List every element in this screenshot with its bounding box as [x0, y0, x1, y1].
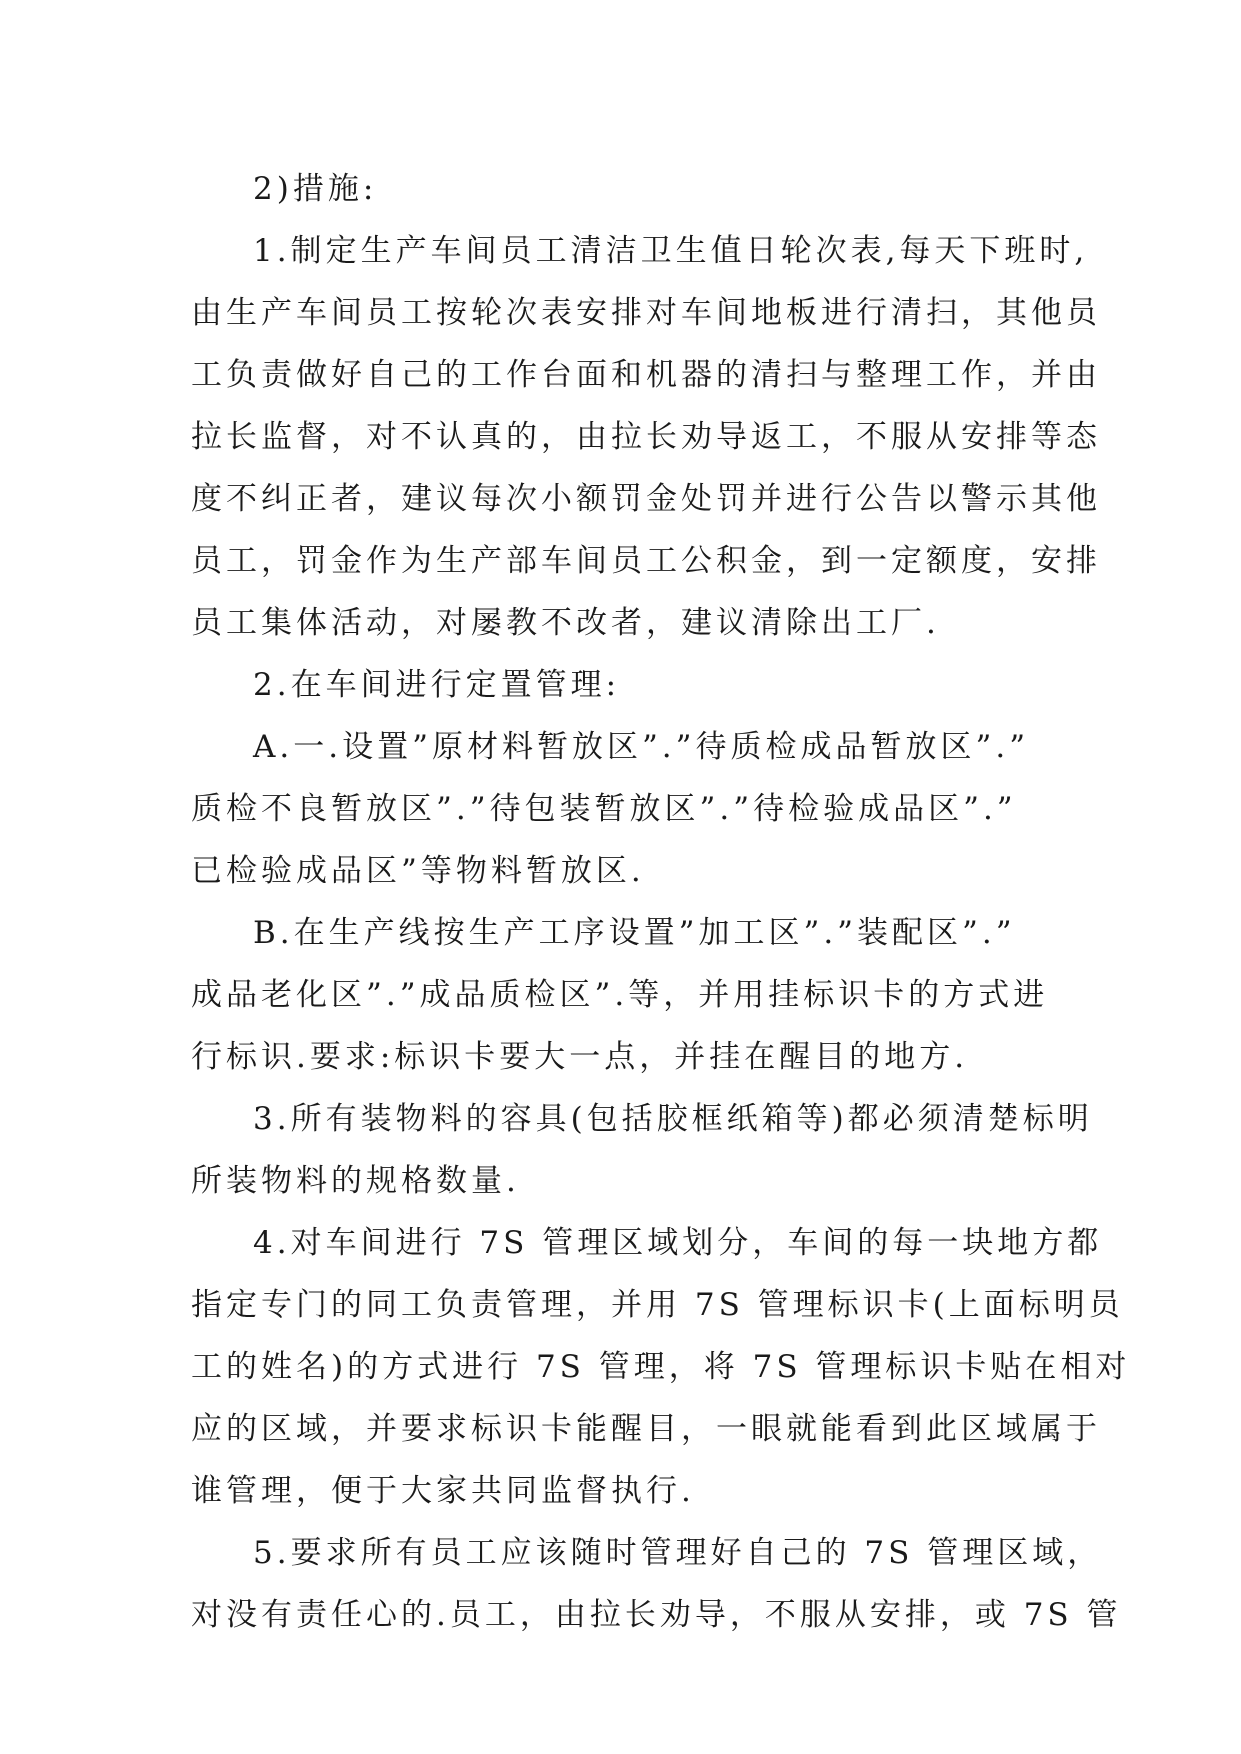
paragraph-line: 由生产车间员工按轮次表安排对车间地板进行清扫，其他员	[191, 295, 1101, 331]
paragraph-line: 质检不良暂放区”.”待包装暂放区”.”待检验成品区”.”	[191, 791, 1017, 827]
paragraph-line: 已检验成品区”等物料暂放区.	[191, 853, 645, 889]
paragraph-line: 行标识.要求:标识卡要大一点，并挂在醒目的地方.	[191, 1039, 969, 1075]
paragraph-line: 4.对车间进行 7S 管理区域划分，车间的每一块地方都	[253, 1225, 1103, 1261]
paragraph-line: 工负责做好自己的工作台面和机器的清扫与整理工作，并由	[191, 357, 1101, 393]
paragraph-line: 指定专门的同工负责管理，并用 7S 管理标识卡(上面标明员	[191, 1287, 1124, 1323]
paragraph-line: 员工集体活动，对屡教不改者，建议清除出工厂.	[191, 605, 940, 641]
paragraph-line: 1.制定生产车间员工清洁卫生值日轮次表,每天下班时,	[253, 233, 1089, 269]
paragraph-line: 对没有责任心的.员工，由拉长劝导，不服从安排，或 7S 管	[191, 1597, 1122, 1633]
document-body	[191, 158, 1131, 1646]
paragraph-line: 拉长监督，对不认真的，由拉长劝导返工，不服从安排等态	[191, 419, 1101, 455]
paragraph-line: 2.在车间进行定置管理:	[253, 667, 621, 703]
paragraph-line: 应的区域，并要求标识卡能醒目，一眼就能看到此区域属于	[191, 1411, 1101, 1447]
paragraph-line: A.一.设置”原材料暂放区”.”待质检成品暂放区”.”	[253, 729, 1030, 765]
paragraph-line: B.在生产线按生产工序设置”加工区”.”装配区”.”	[253, 915, 1016, 951]
paragraph-line: 成品老化区”.”成品质检区”.等，并用挂标识卡的方式进	[191, 977, 1049, 1013]
paragraph-line: 谁管理，便于大家共同监督执行.	[191, 1473, 695, 1509]
paragraph-line: 5.要求所有员工应该随时管理好自己的 7S 管理区域，	[253, 1535, 1103, 1571]
section-heading-measures: 2)措施:	[253, 171, 378, 207]
paragraph-line: 度不纠正者，建议每次小额罚金处罚并进行公告以警示其他	[191, 481, 1101, 517]
paragraph-line: 工的姓名)的方式进行 7S 管理，将 7S 管理标识卡贴在相对	[191, 1349, 1131, 1385]
paragraph-line: 所装物料的规格数量.	[191, 1163, 520, 1199]
paragraph-line: 员工，罚金作为生产部车间员工公积金，到一定额度，安排	[191, 543, 1101, 579]
paragraph-line: 3.所有装物料的容具(包括胶框纸箱等)都必须清楚标明	[253, 1101, 1093, 1137]
